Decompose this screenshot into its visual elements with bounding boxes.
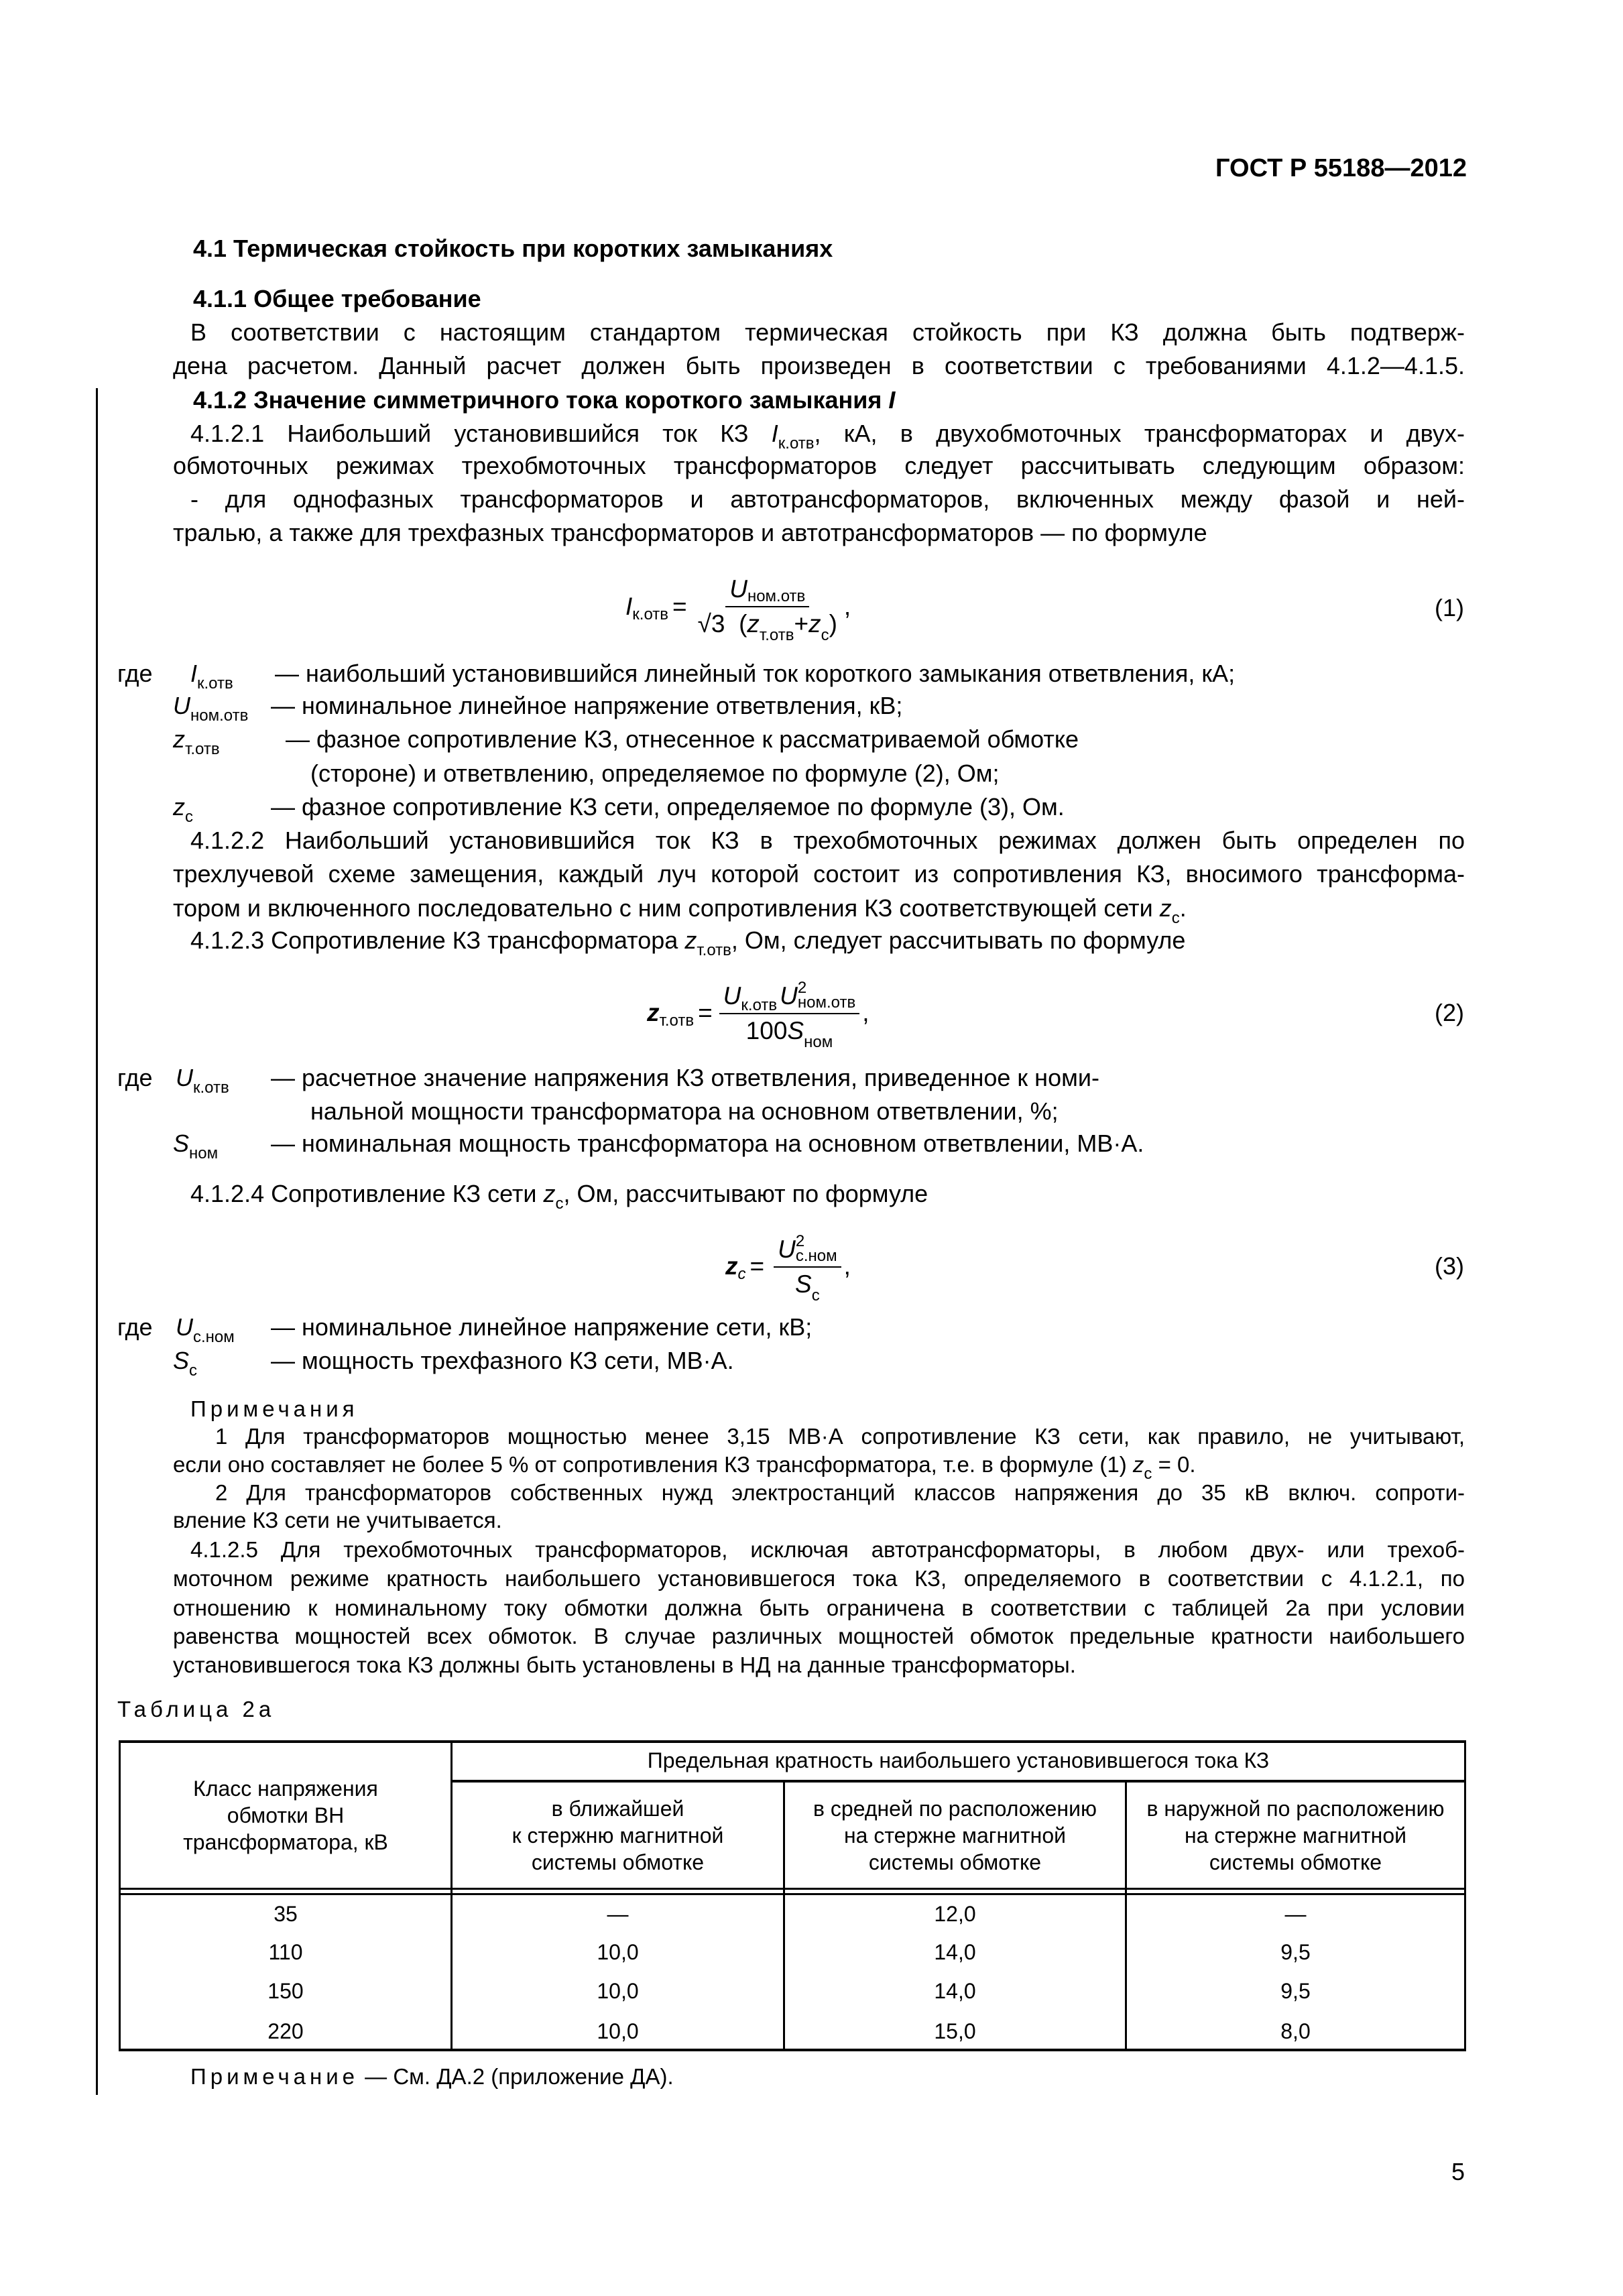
table-cell: 110 xyxy=(268,1940,303,1964)
where-label: где xyxy=(117,1064,153,1091)
paragraph-line: тралью, а также для трехфазных трансформаторов и автотрансформаторов — по формуле xyxy=(173,519,1207,546)
table-cell: 35 xyxy=(274,1902,298,1926)
paragraph-line: 4.1.2.4 Сопротивление КЗ сети $z_с$, Ом, рассчитывают по формуле xyxy=(190,1180,928,1213)
paragraph-line: - для однофазных трансформаторов и автотрансформаторов, включенных между фазой и ней- xyxy=(190,485,1465,513)
paragraph-line: тором и включенного последовательно с ним сопротивления КЗ соответствующей сети $z_с$. xyxy=(173,894,1187,927)
table-cell: 220 xyxy=(267,2019,304,2043)
paragraph-line: обмоточных режимах трехобмоточных трансформаторов следует рассчитывать следующим образом: xyxy=(173,452,1465,479)
symbol: $I_{к.отв}$ xyxy=(190,660,233,692)
symbol: $S_{ном}$ xyxy=(173,1130,219,1162)
paragraph-line: отношению к номинальному току обмотки должна быть ограничена в соответствии с таблицей 2а при условии xyxy=(173,1595,1465,1620)
table-cell: 150 xyxy=(267,1979,304,2003)
symbol: $S_с$ xyxy=(173,1347,198,1380)
change-bar xyxy=(96,388,98,2095)
document-code: ГОСТ Р 55188—2012 xyxy=(1215,154,1467,182)
table-cell: 15,0 xyxy=(934,2019,976,2043)
symbol-definition: — мощность трехфазного КЗ сети, МВ·А. xyxy=(271,1347,734,1374)
symbol: $U_{к.отв}$ xyxy=(176,1064,229,1097)
table-cell: 10,0 xyxy=(597,2019,639,2043)
symbol: $z_{т.отв}$ xyxy=(173,725,220,758)
paragraph-line: моточном режиме кратность наибольшего установившегося тока КЗ, определяемого в соответствии с 4.1.2.1, по xyxy=(173,1566,1465,1591)
paragraph-line: В соответствии с настоящим стандартом термическая стойкость при КЗ должна быть подтверж- xyxy=(190,318,1465,346)
where-label: где xyxy=(117,1313,153,1341)
equation-number: (1) xyxy=(1435,594,1464,621)
column-header-voltage-class: Класс напряжения обмотки ВН трансформатора, кВ xyxy=(183,1776,388,1854)
section-4-1-2-heading: 4.1.2 Значение симметричного тока короткого замыкания I xyxy=(193,386,896,414)
notes-title: Примечания xyxy=(190,1396,359,1421)
symbol-definition: — номинальная мощность трансформатора на основном ответвлении, МВ·А. xyxy=(271,1130,1144,1157)
table-cell: 10,0 xyxy=(597,1979,639,2003)
symbol-definition-cont: (стороне) и ответвлению, определяемое по формуле (2), Ом; xyxy=(310,760,1000,787)
symbol-definition: — номинальное линейное напряжение ответвления, кВ; xyxy=(271,692,903,719)
paragraph-line: 4.1.2.5 Для трехобмоточных трансформаторов, исключая автотрансформаторы, в любом двух- или трехоб- xyxy=(190,1537,1465,1562)
equation-number: (2) xyxy=(1435,999,1464,1026)
table-cell: 10,0 xyxy=(597,1940,639,1964)
formula-3: z $_c$ = U 2 с.ном $S_с$ , xyxy=(725,1232,851,1305)
fraction: U $_{к.отв}$ U 2 ном.отв $100S_{ном}$ xyxy=(719,981,860,1045)
table-note: Примечание — См. ДА.2 (приложение ДА). xyxy=(190,2064,674,2089)
table-cell: 14,0 xyxy=(934,1940,976,1964)
where-label: где xyxy=(117,660,153,687)
symbol-definition: — расчетное значение напряжения КЗ ответвления, приведенное к номи- xyxy=(271,1064,1099,1091)
fraction: $\frac{U_{ном.отв}}{√3 (z_{т.отв}+z_с)}$ xyxy=(697,575,837,644)
paragraph-line: трехлучевой схеме замещения, каждый луч которой состоит из сопротивления КЗ, вносимого трансформа- xyxy=(173,860,1465,888)
equation-number: (3) xyxy=(1435,1252,1464,1280)
table-cell: 12,0 xyxy=(934,1902,976,1926)
table-cell: 8,0 xyxy=(1280,2019,1311,2043)
table-cell: — xyxy=(607,1902,629,1926)
symbol: $U_{ном.отв}$ xyxy=(173,692,249,725)
table-cell: — xyxy=(1284,1902,1307,1926)
symbol-definition: — номинальное линейное напряжение сети, кВ; xyxy=(271,1313,813,1341)
page-number: 5 xyxy=(1451,2158,1465,2185)
paragraph-line: 4.1.2.1 Наибольший установившийся ток КЗ $I_{к.отв}$, кА, в двухобмоточных трансформаторах и двух- xyxy=(190,420,1465,448)
table-cell: 14,0 xyxy=(934,1979,976,2003)
paragraph-line: равенства мощностей всех обмоток. В случае различных мощностей обмоток предельные кратности наибольшего xyxy=(173,1624,1465,1648)
table-cell: 9,5 xyxy=(1280,1940,1311,1964)
table-label: Таблица 2а xyxy=(117,1697,276,1721)
column-header-outer: в наружной по расположению на стержне магнитной системы обмотке xyxy=(1146,1797,1445,1874)
paragraph-line: установившегося тока КЗ должны быть установлены в НД на данные трансформаторы. xyxy=(173,1652,1076,1677)
section-4-1-heading: 4.1 Термическая стойкость при коротких замыканиях xyxy=(193,235,833,262)
paragraph-line: дена расчетом. Данный расчет должен быть произведен в соответствии с требованиями 4.1.2—4.1.5. xyxy=(173,352,1465,379)
formula-1: I $_{к.отв}$ = $\frac{U_{ном.отв}}{√3 (z_{т.отв}+z_с)}$ , xyxy=(625,575,851,644)
symbol: $z_с$ xyxy=(173,793,193,826)
symbol-definition: — фазное сопротивление КЗ сети, определяемое по формуле (3), Ом. xyxy=(271,793,1065,821)
note-line: 2 Для трансформаторов собственных нужд электростанций классов напряжения до 35 кВ включ. сопроти- xyxy=(215,1480,1465,1505)
paragraph-line: 4.1.2.2 Наибольший установившийся ток КЗ в трехобмоточных режимах должен быть определен по xyxy=(190,827,1465,854)
symbol-definition: — наибольший установившийся линейный ток короткого замыкания ответвления, кА; xyxy=(275,660,1236,687)
table-cell: 9,5 xyxy=(1280,1979,1311,2003)
symbol: $U_{с.ном}$ xyxy=(176,1313,235,1346)
note-line: вление КЗ сети не учитывается. xyxy=(173,1508,502,1532)
formula-2: z $_{т.отв}$ = U $_{к.отв}$ U 2 ном.отв $100S_{ном}$ , xyxy=(647,979,869,1051)
column-header-middle: в средней по расположению на стержне магнитной системы обмотке xyxy=(813,1797,1097,1874)
column-header-nearest: в ближайшей к стержню магнитной системы обмотке xyxy=(512,1797,724,1874)
note-line: 1 Для трансформаторов мощностью менее 3,15 МВ·А сопротивление КЗ сети, как правило, не учитывают, xyxy=(215,1424,1465,1449)
note-line: если оно составляет не более 5 % от сопротивления КЗ трансформатора, т.е. в формуле (1) $z_с = 0$. xyxy=(173,1452,1196,1483)
column-group-header: Предельная кратность наибольшего установившегося тока КЗ xyxy=(647,1748,1270,1772)
fraction: U 2 с.ном $S_с$ xyxy=(774,1234,841,1298)
symbol-definition-cont: нальной мощности трансформатора на основном ответвлении, %; xyxy=(310,1097,1059,1125)
section-4-1-1-heading: 4.1.1 Общее требование xyxy=(193,285,481,312)
symbol-definition: — фазное сопротивление КЗ, отнесенное к рассматриваемой обмотке xyxy=(286,725,1079,753)
paragraph-line: 4.1.2.3 Сопротивление КЗ трансформатора $z_{т.отв}$, Ом, следует рассчитывать по формуле xyxy=(190,926,1186,959)
